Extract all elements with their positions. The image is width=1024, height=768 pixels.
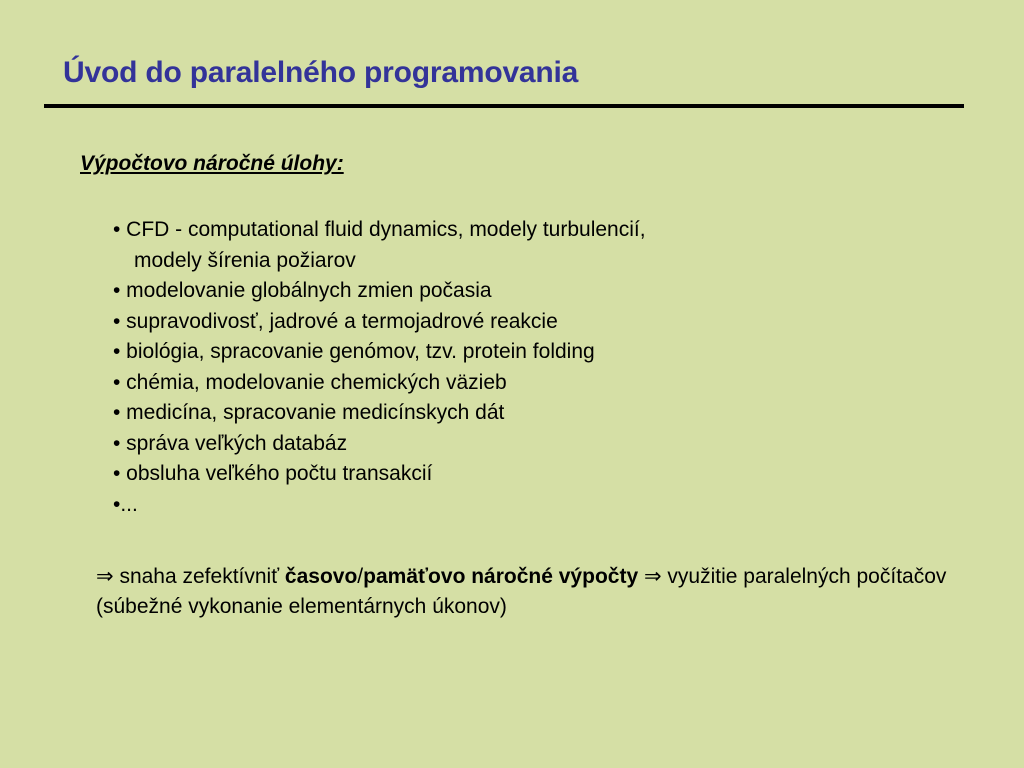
list-item: •...	[113, 492, 138, 516]
list-item: • chémia, modelovanie chemických väzieb	[113, 370, 507, 394]
slide-title: Úvod do paralelného programovania	[63, 56, 579, 89]
bullet-list	[113, 215, 646, 520]
list-item: • CFD - computational fluid dynamics, modely turbulencií,	[113, 218, 646, 241]
section-heading: Výpočtovo náročné úlohy:	[80, 152, 344, 175]
list-item-continuation: modely šírenia požiarov	[134, 248, 356, 272]
list-item: • biológia, spracovanie genómov, tzv. protein folding	[113, 340, 595, 363]
title-divider	[44, 104, 964, 108]
implies-arrow-icon: ⇒	[96, 565, 114, 588]
list-item: • správa veľkých databáz	[113, 431, 348, 455]
list-item: • medicína, spracovanie medicínskych dát	[113, 401, 505, 424]
conclusion-text-1: snaha zefektívniť	[113, 565, 285, 588]
list-item: • supravodivosť, jadrové a termojadrové reakcie	[113, 309, 558, 333]
conclusion-slash: /	[357, 565, 364, 588]
implies-arrow-icon: ⇒	[643, 565, 662, 588]
list-item: • obsluha veľkého počtu transakcií	[113, 462, 433, 485]
conclusion-bold-2: pamäťovo náročné výpočty	[363, 565, 639, 588]
conclusion-bold-1: časovo	[284, 565, 358, 588]
conclusion-text-2: využitie paralelných počítačov (súbežné vykonanie elementárnych úkonov)	[96, 565, 947, 618]
list-item: • modelovanie globálnych zmien počasia	[113, 279, 492, 302]
conclusion-paragraph	[96, 562, 976, 622]
